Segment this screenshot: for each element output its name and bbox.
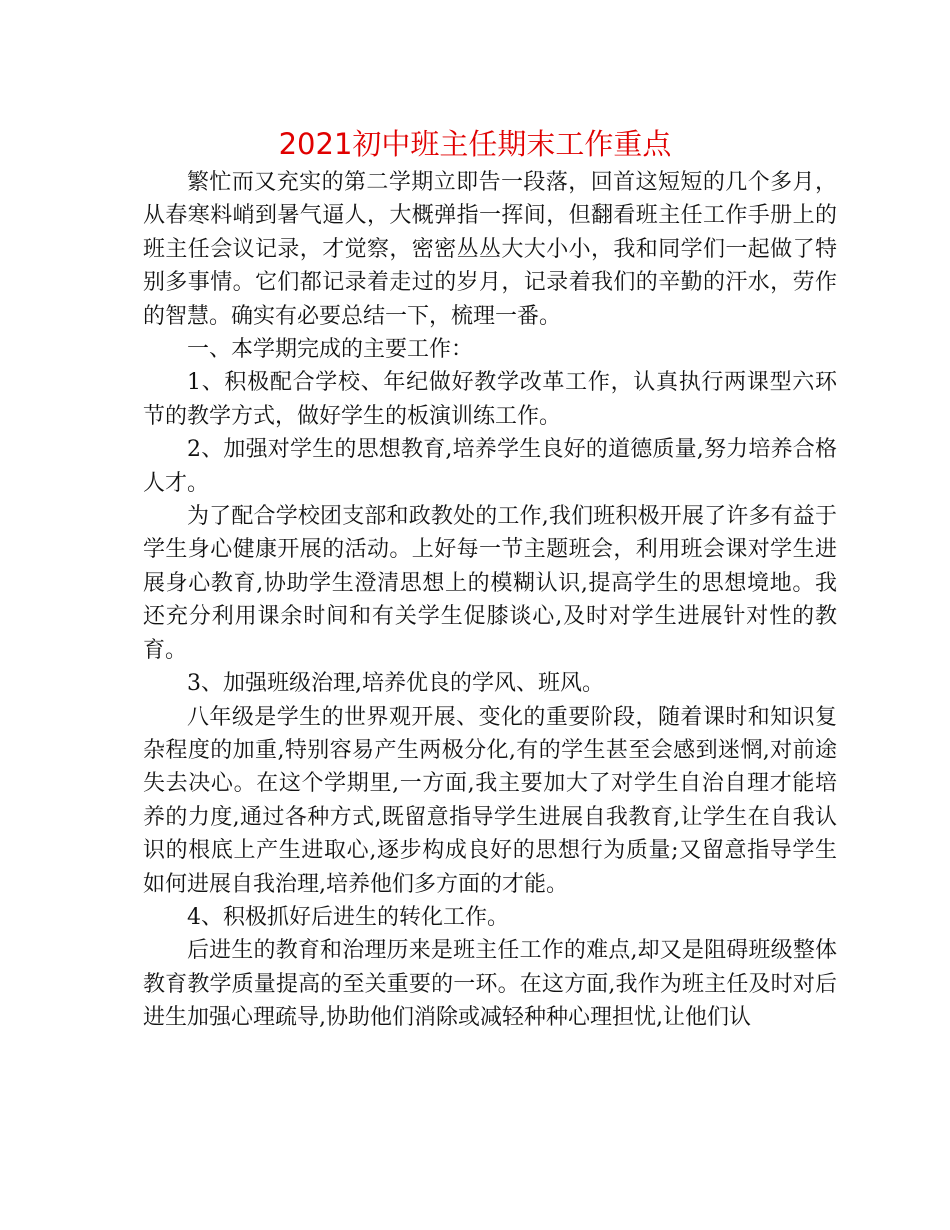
paragraph-item-2: 2、加强对学生的思想教育,培养学生良好的道德质量,努力培养合格人才。 [143,437,837,496]
paragraph-item-3: 3、加强班级治理,培养优良的学风、班风。 [187,671,604,697]
paragraph-intro: 繁忙而又充实的第二学期立即告一段落，回首这短短的几个多月，从春寒料峭到暑气逼人，大概弹指一挥间，但翻看班主任工作手册上的班主任会议记录，才觉察，密密丛丛大大小小，我和同学们一起做了特别多事情。它们都记录着走过的岁月，记录着我们的辛勤的汗水，劳作的智慧。确实有必要总结一下，梳理一番。 [143,170,837,329]
paragraph-item-1: 1、积极配合学校、年纪做好教学改革工作，认真执行两课型六环节的教学方式，做好学生的板演训练工作。 [143,370,837,429]
document-body [143,166,837,1035]
paragraph-item-2-detail: 为了配合学校团支部和政教处的工作,我们班积极开展了许多有益于学生身心健康开展的活动。上好每一节主题班会，利用班会课对学生进展身心教育,协助学生澄清思想上的模糊认识,提高学生的思想境地。我还充分利用课余时间和有关学生促膝谈心,及时对学生进展针对性的教育。 [143,504,837,663]
paragraph-item-4: 4、积极抓好后进生的转化工作。 [187,904,509,930]
paragraph-section-heading: 一、本学期完成的主要工作： [187,337,474,363]
document-title: 2021初中班主任期末工作重点 [278,127,672,161]
paragraph-item-4-detail: 后进生的教育和治理历来是班主任工作的难点,却又是阻碍班级整体教育教学质量提高的至关重要的一环。在这方面,我作为班主任及时对后进生加强心理疏导,协助他们消除或减轻种种心理担忧,让他们认 [143,938,837,1031]
paragraph-item-3-detail: 八年级是学生的世界观开展、变化的重要阶段，随着课时和知识复杂程度的加重,特别容易产生两极分化,有的学生甚至会感到迷惘,对前途失去决心。在这个学期里,一方面,我主要加大了对学生自治自理才能培养的力度,通过各种方式,既留意指导学生进展自我教育,让学生在自我认识的根底上产生进取心,逐步构成良好的思想行为质量;又留意指导学生如何进展自我治理,培养他们多方面的才能。 [143,704,837,897]
